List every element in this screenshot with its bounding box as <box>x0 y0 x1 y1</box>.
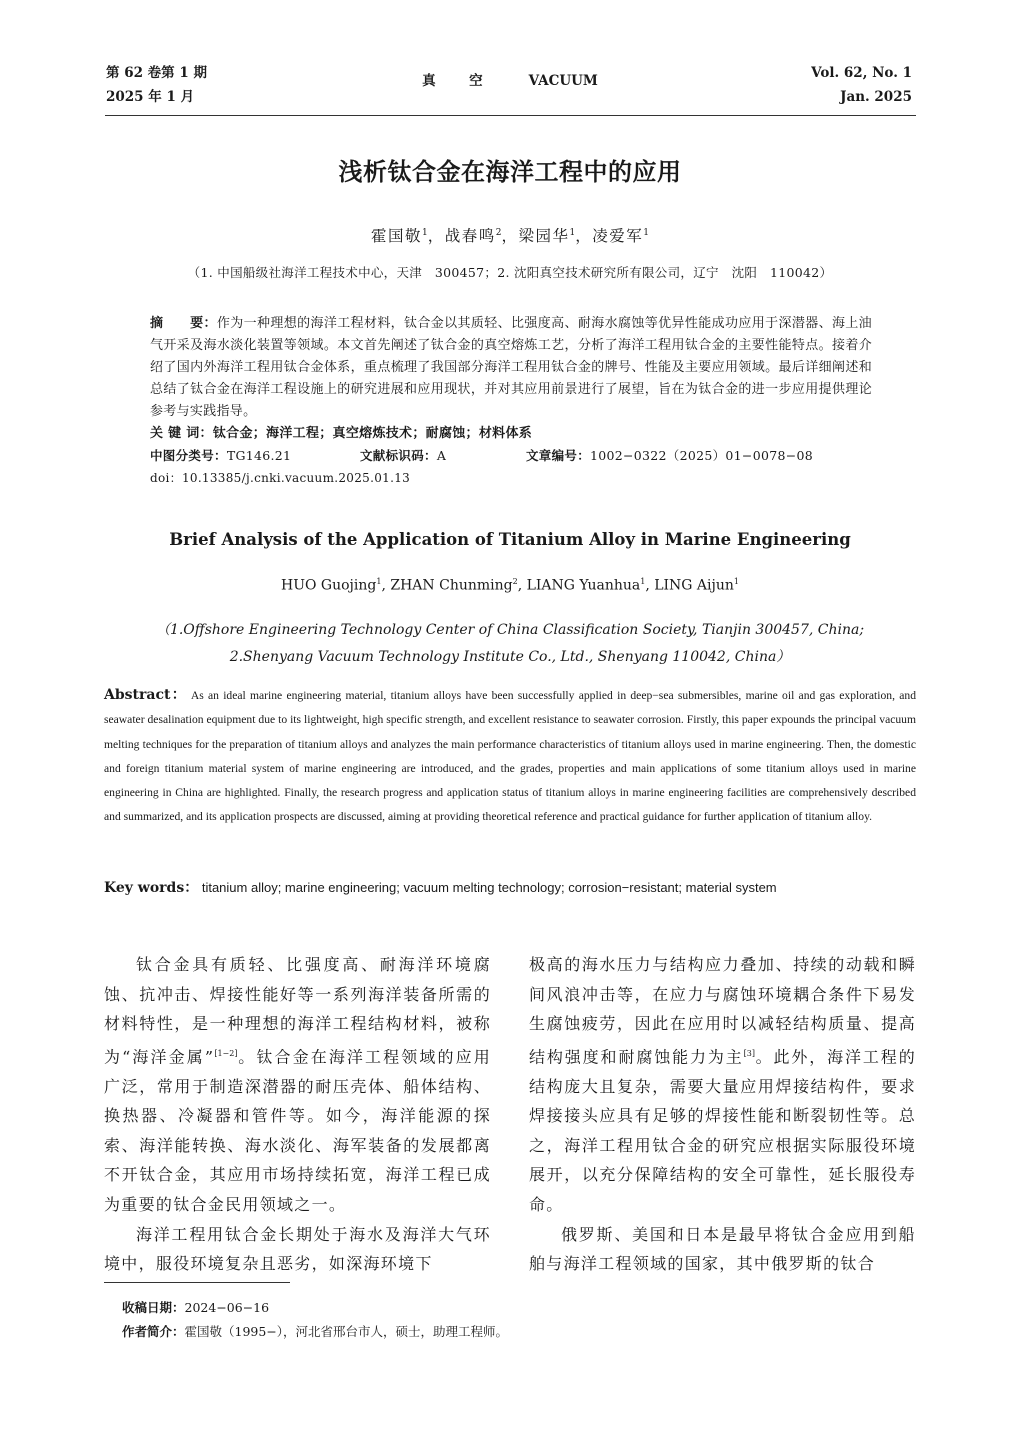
body-text: 。钛合金在海洋工程领域的应用广泛，常用于制造深潜器的耐压壳体、船体结构、换热器、冷凝器和管件等。如今，海洋能源的探索、海洋能转换、海水淡化、海军装备的发展都离不开钛合金，其应用市场持续拓宽，海洋工程已成为重要的钛合金民用领域之一。 <box>104 1047 491 1215</box>
body-paragraph <box>529 950 916 1220</box>
author-bio-label: 作者简介： <box>122 1324 185 1339</box>
author-en-name: ZHAN Chunming <box>390 577 513 594</box>
doi: doi：10.13385/j.cnki.vacuum.2025.01.13 <box>150 471 411 485</box>
keywords-cn <box>150 423 872 445</box>
citation: [3] <box>743 1048 755 1058</box>
doc-code-label: 文献标识码： <box>360 448 437 463</box>
article-no <box>526 445 813 467</box>
author-name: 凌爱军 <box>592 227 644 245</box>
header-right <box>811 64 912 112</box>
author-en-sup: 1 <box>733 577 739 586</box>
doc-code-value: A <box>436 448 447 463</box>
date-cn: 2025 年 1 月 <box>106 89 195 105</box>
keywords-en <box>104 877 916 899</box>
author-en-sup: 2 <box>512 577 518 586</box>
keywords-en-text: titanium alloy; marine engineering; vacuum melting technology; corrosion−resistant; material system <box>201 880 777 895</box>
received-value: 2024−06−16 <box>184 1300 270 1315</box>
volume-en: Vol. 62, No. 1 <box>811 65 912 81</box>
affiliation-en-line1: （1.Offshore Engineering Technology Center of China Classification Society, Tianjin 300457, China; <box>155 622 865 638</box>
citation: [1−2] <box>214 1048 238 1058</box>
author-sup: 1 <box>421 227 428 238</box>
abstract-cn-label: 摘 要： <box>150 316 217 331</box>
footnote <box>122 1296 508 1344</box>
body-text: 极高的海水压力与结构应力叠加、持续的动载和瞬间风浪冲击等，在应力与腐蚀环境耦合条件下易发生腐蚀疲劳，因此在应用时以减轻结构质量、提高结构强度和耐腐蚀能力为主 <box>529 955 916 1067</box>
author-sup: 1 <box>643 227 650 238</box>
volume-cn: 第 62 卷第 1 期 <box>106 65 207 81</box>
received-date <box>122 1296 508 1320</box>
author-en-sup: 1 <box>376 577 382 586</box>
abstract-en-label: Abstract： <box>104 687 188 703</box>
footnote-rule <box>104 1282 290 1283</box>
date-en: Jan. 2025 <box>840 89 912 105</box>
keywords-en-label: Key words： <box>104 880 199 896</box>
classification-row <box>150 445 872 467</box>
affiliation-en <box>0 617 1020 671</box>
author-sup: 1 <box>569 227 576 238</box>
author-en-name: LING Aijun <box>654 577 734 594</box>
body-paragraph: 俄罗斯、美国和日本是最早将钛合金应用到船舶与海洋工程领域的国家，其中俄罗斯的钛合 <box>529 1224 916 1274</box>
keywords-cn-label: 关 键 词： <box>150 426 213 441</box>
article-no-label: 文章编号： <box>526 448 591 463</box>
affiliation-en-line2: 2.Shenyang Vacuum Technology Institute Co., Ltd., Shenyang 110042, China） <box>229 649 791 665</box>
author-sup: 2 <box>495 227 502 238</box>
author-name: 战春鸣 <box>444 227 496 245</box>
body-column-left <box>104 950 491 1279</box>
author-en-name: LIANG Yuanhua <box>526 577 641 594</box>
author-name: 梁园华 <box>518 227 570 245</box>
clc <box>150 445 360 467</box>
header-rule <box>105 115 916 116</box>
body-text: 。此外，海洋工程的结构庞大且复杂，需要大量应用焊接结构件，要求焊接接头应具有足够的焊接性能和断裂韧性等。总之，海洋工程用钛合金的研究应根据实际服役环境展开，以充分保障结构的安全可靠性，延长服役寿命。 <box>529 1047 916 1215</box>
body-text: 钛合金具有质轻、比强度高、耐海洋环境腐蚀、抗冲击、焊接性能好等一系列海洋装备所需的材料特性，是一种理想的海洋工程结构材料，被称为“海洋金属” <box>104 955 491 1067</box>
author-name: 霍国敬 <box>370 227 422 245</box>
article-no-value: 1002−0322（2025）01−0078−08 <box>590 448 813 463</box>
body-paragraph <box>104 950 491 1220</box>
body-paragraph: 海洋工程用钛合金长期处于海水及海洋大气环境中，服役环境复杂且恶劣，如深海环境下 <box>104 1224 491 1274</box>
abstract-en-text: As an ideal marine engineering material, titanium alloys have been successfully applied in deep−sea submersibles, marine oil and gas exploration, and seawater desalination equipment due to its lightweight, high specific strength, and excellent resistance to seawater corrosion. Firstly, this paper expounds the principal vacuum melting techniques for the preparation of titanium alloys and analyzes the main performance characteristics of titanium alloys used in marine engineering. Then, the domestic and foreign titanium material system of marine engineering are introduced, and the grades, properties and main applications of some titanium alloys used in marine engineering in China are highlighted. Finally, the research progress and application status of titanium alloys in marine engineering facilities are comprehensively described and summarized, and its application prospects are discussed, aiming at providing theoretical reference and practical guidance for further application of titanium alloy. <box>104 689 916 824</box>
authors-en: HUO Guojing$^1$, ZHAN Chunming$^2$, LIANG Yuanhua$^1$, LING Aijun$^1$ <box>280 577 739 594</box>
author-en-name: HUO Guojing <box>280 577 377 594</box>
clc-label: 中图分类号： <box>150 448 227 463</box>
title-cn: 浅析钛合金在海洋工程中的应用 <box>338 157 682 186</box>
affiliation-cn: （1. 中国船级社海洋工程技术中心，天津 300457；2. 沈阳真空技术研究所有限公司，辽宁 沈阳 110042） <box>187 265 833 280</box>
abstract-cn <box>150 313 872 423</box>
journal-cn: 真 空 <box>422 73 493 89</box>
doc-code <box>360 445 526 467</box>
body-column-right <box>529 950 916 1279</box>
author-bio <box>122 1320 508 1344</box>
author-en-sup: 1 <box>640 577 646 586</box>
abstract-cn-block <box>150 313 872 489</box>
author-bio-value: 霍国敬（1995−），河北省邢台市人，硕士，助理工程师。 <box>184 1324 509 1339</box>
journal-en: VACUUM <box>528 73 598 89</box>
title-en: Brief Analysis of the Application of Titanium Alloy in Marine Engineering <box>169 530 851 549</box>
keywords-cn-text: 钛合金；海洋工程；真空熔炼技术；耐腐蚀；材料体系 <box>212 426 533 441</box>
abstract-cn-text: 作为一种理想的海洋工程材料，钛合金以其质轻、比强度高、耐海水腐蚀等优异性能成功应用于深潜器、海上油气开采及海水淡化装置等领域。本文首先阐述了钛合金的真空熔炼工艺，分析了海洋工程用钛合金的主要性能特点。接着介绍了国内外海洋工程用钛合金体系，重点梳理了我国部分海洋工程用钛合金的牌号、性能及主要应用领域。最后详细阐述和总结了钛合金在海洋工程设施上的研究进展和应用现状，并对其应用前景进行了展望，旨在为钛合金的进一步应用提供理论参考与实践指导。 <box>150 316 872 419</box>
abstract-en <box>104 683 916 830</box>
clc-value: TG146.21 <box>226 448 292 463</box>
received-label: 收稿日期： <box>122 1300 185 1315</box>
authors-cn: 霍国敬$^1$，战春鸣$^2$，梁园华$^1$，凌爱军$^1$ <box>370 227 650 245</box>
